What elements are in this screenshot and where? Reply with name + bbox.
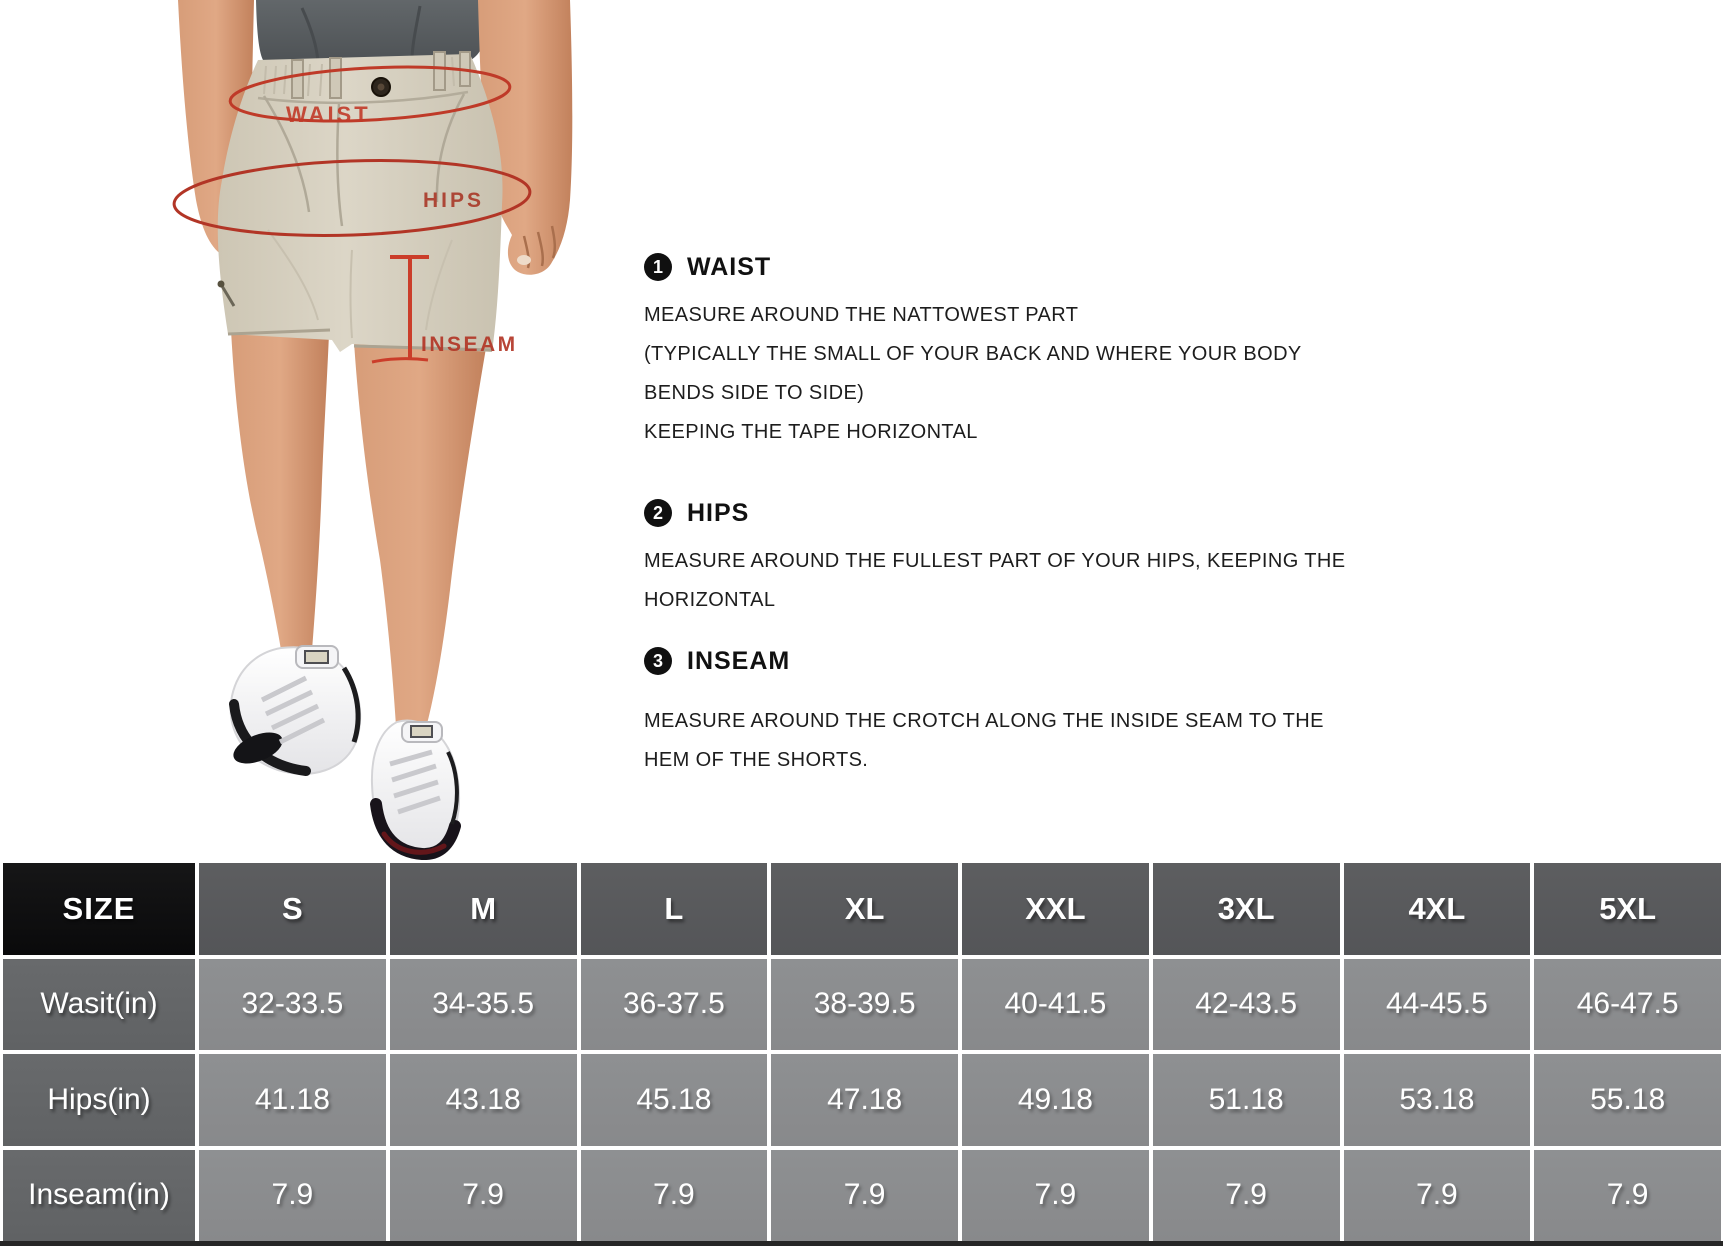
left-shoe-tongue-tab — [305, 651, 328, 663]
step-1-badge: 1 — [644, 253, 672, 281]
waist-row-cell: 34-35.5 — [390, 959, 577, 1051]
inseam-row-label: Inseam(in) — [3, 1150, 195, 1242]
hips-instruction-heading — [644, 496, 1384, 530]
waist-instruction-line: (TYPICALLY THE SMALL OF YOUR BACK AND WHERE YOUR BODY — [644, 343, 1302, 365]
inseam-instruction-title: INSEAM — [687, 646, 791, 675]
waist-instruction-line: KEEPING THE TAPE HORIZONTAL — [644, 421, 978, 443]
right-leg — [354, 342, 486, 734]
waist-instruction-line: BENDS SIDE TO SIDE) — [644, 382, 865, 404]
waist-instruction-heading — [644, 250, 1384, 284]
inseam-row-cell: 7.9 — [390, 1150, 577, 1242]
waist-row-cell: 46-47.5 — [1534, 959, 1721, 1051]
hips-row-cell: 49.18 — [962, 1054, 1149, 1146]
header-cell-xxl: XXL — [962, 863, 1149, 955]
model-photo — [0, 0, 600, 860]
waist-row-cell: 38-39.5 — [771, 959, 958, 1051]
step-2-badge: 2 — [644, 499, 672, 527]
zip-pull — [218, 281, 225, 288]
hips-instruction-section — [644, 496, 1384, 620]
inseam-row-cell: 7.9 — [1344, 1150, 1531, 1242]
hips-row-cell: 55.18 — [1534, 1054, 1721, 1146]
inseam-instruction-line: HEM OF THE SHORTS. — [644, 749, 869, 771]
hips-row-cell: 51.18 — [1153, 1054, 1340, 1146]
inseam-row-cell: 7.9 — [962, 1150, 1149, 1242]
right-shoe-tongue-tab — [411, 726, 432, 737]
header-cell-4xl: 4XL — [1344, 863, 1531, 955]
waist-row-cell: 42-43.5 — [1153, 959, 1340, 1051]
header-cell-xl: XL — [771, 863, 958, 955]
header-cell-3xl: 3XL — [1153, 863, 1340, 955]
size-table — [0, 860, 1723, 1246]
inseam-instruction-section — [644, 644, 1384, 780]
header-cell-size: SIZE — [3, 863, 195, 955]
hips-row-cell: 41.18 — [199, 1054, 386, 1146]
hips-annotation-label: HIPS — [423, 189, 485, 212]
inseam-row-cell: 7.9 — [199, 1150, 386, 1242]
hips-instruction-line: HORIZONTAL — [644, 589, 776, 611]
hips-row-cell: 43.18 — [390, 1054, 577, 1146]
hips-instruction-title: HIPS — [687, 498, 750, 527]
waist-instruction-line: MEASURE AROUND THE NATTOWEST PART — [644, 304, 1079, 326]
waist-row-label: Wasit(in) — [3, 959, 195, 1051]
thumb-nail — [517, 255, 531, 265]
header-cell-l: L — [581, 863, 768, 955]
hips-row-label: Hips(in) — [3, 1054, 195, 1146]
measurement-instructions — [644, 0, 1384, 860]
inseam-instruction-line: MEASURE AROUND THE CROTCH ALONG THE INSIDE SEAM TO THE — [644, 710, 1324, 732]
header-cell-m: M — [390, 863, 577, 955]
step-3-badge: 3 — [644, 647, 672, 675]
inseam-row-cell: 7.9 — [771, 1150, 958, 1242]
waist-instruction-section — [644, 250, 1384, 452]
waist-annotation-label: WAIST — [286, 102, 371, 127]
waist-row-cell: 44-45.5 — [1344, 959, 1531, 1051]
waist-instruction-title: WAIST — [687, 252, 772, 281]
inseam-row-cell: 7.9 — [1534, 1150, 1721, 1242]
hips-row-cell: 47.18 — [771, 1054, 958, 1146]
inseam-annotation-label: INSEAM — [421, 333, 518, 356]
inseam-instruction-heading — [644, 644, 1384, 678]
waist-row-cell: 40-41.5 — [962, 959, 1149, 1051]
hips-row-cell: 45.18 — [581, 1054, 768, 1146]
waist-row-cell: 32-33.5 — [199, 959, 386, 1051]
header-cell-s: S — [199, 863, 386, 955]
inseam-row-cell: 7.9 — [581, 1150, 768, 1242]
model-photo-svg — [0, 0, 600, 860]
inseam-row-cell: 7.9 — [1153, 1150, 1340, 1242]
waist-row-cell: 36-37.5 — [581, 959, 768, 1051]
waist-button-center — [378, 84, 385, 91]
left-leg — [231, 330, 329, 656]
header-cell-5xl: 5XL — [1534, 863, 1721, 955]
hips-row-cell: 53.18 — [1344, 1054, 1531, 1146]
hips-instruction-line: MEASURE AROUND THE FULLEST PART OF YOUR HIPS, KEEPING THE — [644, 550, 1346, 572]
